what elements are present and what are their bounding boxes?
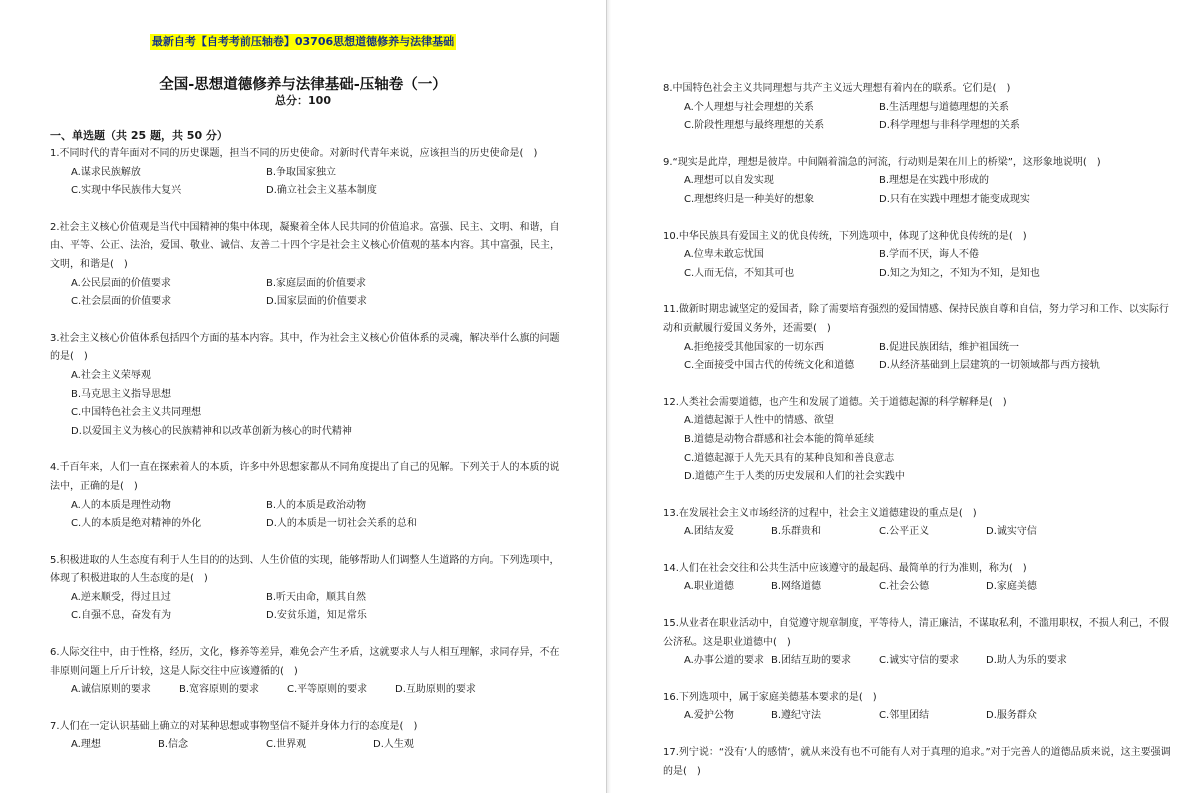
question-text: 3.社会主义核心价值体系包括四个方面的基本内容。其中，作为社会主义核心价值体系的灵魂，解决举什么旗的问题的是( ) [50,332,560,363]
question-text: 7.人们在一定认识基础上确立的对某种思想或事物坚信不疑并身体力行的态度是( ) [50,720,418,732]
question-text: 12.人类社会需要道德，也产生和发展了道德。关于道德起源的科学解释是( ) [663,396,1007,408]
option-c: C.平等原则的要求 [287,684,368,696]
option-d: D.人生观 [373,739,414,751]
option-d: D.道德产生于人类的历史发展和人们的社会实践中 [684,471,905,483]
option-a: A.公民层面的价值要求 [71,277,171,289]
question-text: 6.人际交往中，由于性格，经历，文化，修养等差异，难免会产生矛盾，这就要求人与人相互理解，求同存异，不在非原则问题上斤斤计较，这是人际交往中应该遵循的( ) [50,647,560,677]
question-text: 9.“现实是此岸，理想是彼岸。中间隔着湍急的河流，行动则是架在川上的桥梁”，这形象地说明( ) [663,156,1101,168]
option-d: D.科学理想与非科学理想的关系 [879,120,1020,132]
question-4 [50,459,560,533]
option-b: B.马克思主义指导思想 [71,388,172,400]
question-17 [663,744,1173,781]
option-b: B.道德是动物合群感和社会本能的简单延续 [684,433,875,445]
option-a: A.人的本质是理性动物 [71,499,171,511]
option-c: C.世界观 [266,739,307,751]
option-b: B.学而不厌，诲人不倦 [879,249,980,261]
option-c: C.道德起源于人先天具有的某种良知和善良意志 [684,452,895,464]
option-d: D.家庭美德 [986,581,1037,593]
option-d: D.从经济基础到上层建筑的一切领域都与西方接轨 [879,360,1100,372]
option-b: B.促进民族团结，维护祖国统一 [879,341,1020,353]
option-c: C.邻里团结 [879,710,930,722]
option-b: B.宽容原则的要求 [179,684,260,696]
question-9 [663,154,1173,210]
question-14 [663,560,1173,597]
question-3 [50,330,560,442]
right-page [611,0,1189,793]
total-score: 总分：100 [275,94,331,107]
option-c: C.全面接受中国古代的传统文化和道德 [684,360,855,372]
option-a: A.逆来顺受，得过且过 [71,591,171,603]
question-text: 17.列宁说：“没有‘人的感情’，就从来没有也不可能有人对于真理的追求。”对于完善人的道德品质来说，这主要强调的是( ) [663,747,1171,777]
option-a: A.谋求民族解放 [71,166,141,178]
option-b: B.遵纪守法 [771,710,822,722]
option-c: C.社会公德 [879,581,930,593]
question-text: 1.不同时代的青年面对不同的历史课题，担当不同的历史使命。对新时代青年来说，应该担当的历史使命是( ) [50,148,538,159]
option-c: C.阶段性理想与最终理想的关系 [684,120,825,132]
question-10 [663,228,1173,284]
question-text: 5.积极进取的人生态度有利于人生目的的达到、人生价值的实现，能够帮助人们调整人生道路的方向。下列选项中，体现了积极进取的人生态度的是( ) [50,554,560,585]
section-title: 一、单选题（共 25 题，共 50 分） [50,129,228,142]
option-b: B.生活理想与道德理想的关系 [879,101,1010,113]
banner: 最新自考【自考考前压轴卷】03706思想道德修养与法律基础 [151,35,455,48]
question-text: 16.下列选项中，属于家庭美德基本要求的是( ) [663,691,877,703]
option-a: A.理想可以自发实现 [684,175,774,187]
option-c: C.人的本质是绝对精神的外化 [71,518,202,530]
option-b: B.听天由命，顺其自然 [266,591,367,603]
option-b: B.团结互助的要求 [771,655,852,667]
option-b: B.家庭层面的价值要求 [266,277,367,289]
question-text: 8.中国特色社会主义共同理想与共产主义远大理想有着内在的联系。它们是( ) [663,83,1011,94]
option-d: D.诚实守信 [986,526,1037,538]
option-a: A.团结友爱 [684,526,734,538]
option-b: B.理想是在实践中形成的 [879,175,990,187]
option-a: A.理想 [71,739,101,751]
option-a: A.办事公道的要求 [684,655,764,667]
question-text: 11.做新时期忠诚坚定的爱国者，除了需要培育强烈的爱国情感、保持民族自尊和自信，努力学习和工作、以实际行动和贡献履行爱国义务外，还需要( ) [663,304,1169,334]
option-d: D.知之为知之，不知为不知，是知也 [879,267,1040,279]
question-6 [50,644,560,700]
option-c: C.人而无信，不知其可也 [684,267,795,279]
option-b: B.网络道德 [771,581,822,593]
question-text: 10.中华民族具有爱国主义的优良传统，下列选项中，体现了这种优良传统的是( ) [663,230,1027,242]
option-c: C.中国特色社会主义共同理想 [71,407,202,419]
option-b: B.信念 [158,739,189,751]
option-d: D.只有在实践中理想才能变成现实 [879,193,1030,205]
option-d: D.互助原则的要求 [395,684,476,696]
option-d: D.确立社会主义基本制度 [266,185,377,197]
option-d: D.国家层面的价值要求 [266,296,367,308]
question-text: 4.千百年来，人们一直在探索着人的本质，许多中外思想家都从不同角度提出了自己的见解。下列关于人的本质的说法中，正确的是( ) [50,462,560,492]
option-a: A.道德起源于人性中的情感、欲望 [684,415,834,427]
option-b: B.人的本质是政治动物 [266,499,367,511]
question-text: 15.从业者在职业活动中，自觉遵守规章制度，平等待人，清正廉洁，不谋取私利，不滥用职权，不损人利己，不假公济私。这是职业道德中( ) [663,618,1169,648]
option-b: B.争取国家独立 [266,166,337,178]
question-2 [50,219,560,312]
option-d: D.服务群众 [986,710,1037,722]
option-c: C.社会层面的价值要求 [71,296,172,308]
option-c: C.公平正义 [879,526,930,538]
option-d: D.人的本质是一切社会关系的总和 [266,518,417,530]
option-a: A.拒绝接受其他国家的一切东西 [684,341,824,353]
option-c: C.诚实守信的要求 [879,655,960,667]
question-1 [50,145,560,201]
option-a: A.个人理想与社会理想的关系 [684,101,814,113]
option-c: C.自强不息，奋发有为 [71,610,172,622]
question-7 [50,718,560,755]
option-a: A.诚信原则的要求 [71,684,151,696]
question-15 [663,615,1173,671]
option-d: D.安贫乐道，知足常乐 [266,610,367,622]
question-text: 2.社会主义核心价值观是当代中国精神的集中体现，凝聚着全体人民共同的价值追求。富强、民主、文明、和谐，自由、平等、公正、法治，爱国、敬业、诚信、友善二十四个字是社会主义核心价值观的基本内容。其中富强，民主，文明，和谐是( ) [50,221,560,270]
question-5 [50,552,560,626]
option-a: A.社会主义荣辱观 [71,369,151,381]
question-16 [663,689,1173,726]
exam-title: 全国-思想道德修养与法律基础-压轴卷（一） [159,77,447,93]
question-12 [663,394,1173,487]
option-a: A.位卑未敢忘忧国 [684,249,764,261]
question-11 [663,301,1173,375]
option-c: C.实现中华民族伟大复兴 [71,185,182,197]
option-b: B.乐群贵和 [771,526,822,538]
option-a: A.职业道德 [684,581,734,593]
question-text: 13.在发展社会主义市场经济的过程中，社会主义道德建设的重点是( ) [663,507,977,519]
question-8 [663,80,1173,136]
option-a: A.爱护公物 [684,710,734,722]
question-13 [663,505,1173,542]
option-c: C.理想终归是一种美好的想象 [684,193,815,205]
option-d: D.助人为乐的要求 [986,655,1067,667]
question-text: 14.人们在社会交往和公共生活中应该遵守的最起码、最简单的行为准则，称为( ) [663,562,1027,574]
option-d: D.以爱国主义为核心的民族精神和以改革创新为核心的时代精神 [71,425,352,437]
